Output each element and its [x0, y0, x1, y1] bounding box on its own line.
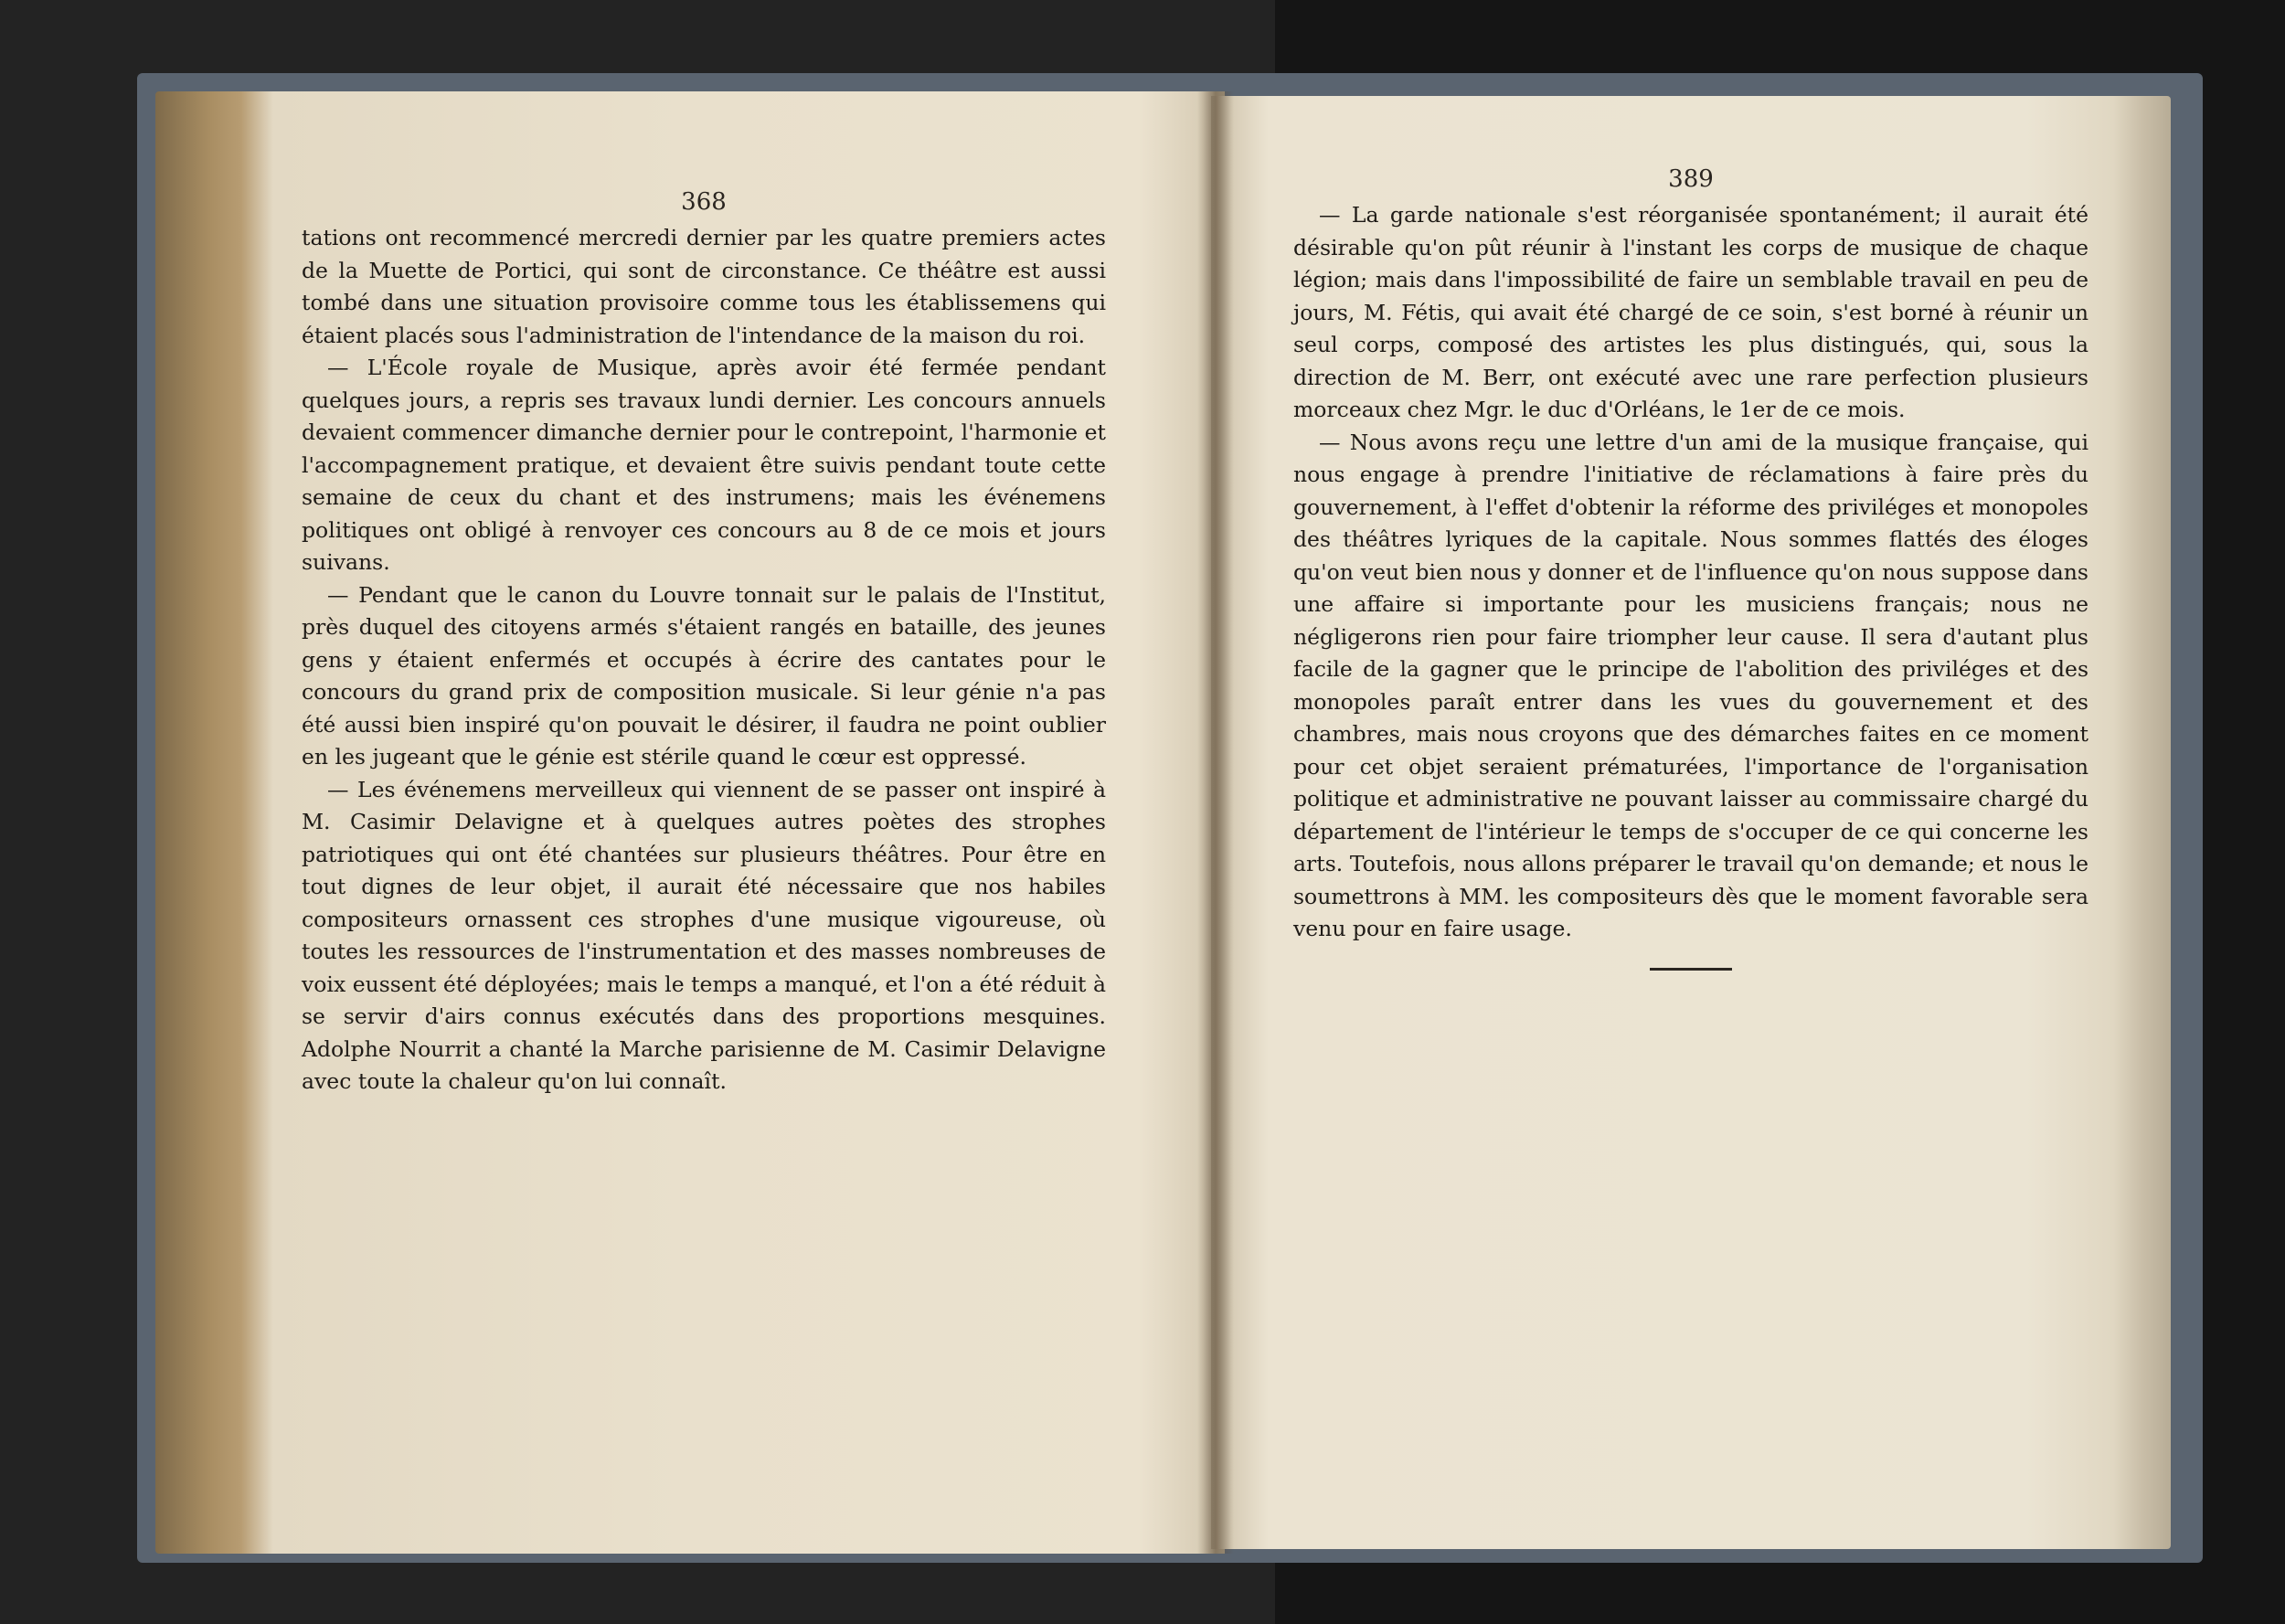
- left-paragraph-4: — Les événemens merveilleux qui viennent de se passer ont inspiré à M. Casimir Delavigne et à quelques autres poètes des strophes patriotiques qui ont été chantées sur plusieurs théâtres. Pour être en tout dignes de leur objet, il aurait été nécessaire que nos habiles compositeurs ornassent ces strophes d'une musique vigoureuse, où toutes les ressources de l'instrumentation et des masses nombreuses de voix eussent été déployées; mais le temps a manqué, et l'on a été réduit à se servir d'airs connus exécutés dans des proportions mesquines. Adolphe Nourrit a chanté la Marche parisienne de M. Casimir Delavigne avec toute la chaleur qu'on lui connaît.: [302, 776, 1106, 1094]
- left-page-number: 368: [681, 188, 727, 216]
- right-page: [1293, 165, 2088, 971]
- section-rule: [1650, 968, 1732, 971]
- left-paragraph-3: — Pendant que le canon du Louvre tonnait sur le palais de l'Institut, près duquel des citoyens armés s'étaient rangés en bataille, des jeunes gens y étaient enfermés et occupés à écrire des cantates pour le concours du grand prix de composition musicale. Si leur génie n'a pas été aussi bien inspiré qu'on pouvait le désirer, il faudra ne point oublier en les jugeant que le génie est stérile quand le cœur est oppressé.: [302, 581, 1106, 770]
- right-page-number: 389: [1668, 165, 1714, 193]
- right-paragraph-2: — Nous avons reçu une lettre d'un ami de la musique française, qui nous engage à prendre l'initiative de réclamations à faire près du gouvernement, à l'effet d'obtenir la réforme des priviléges et monopoles des théâtres lyriques de la capitale. Nous sommes flattés des éloges qu'on veut bien nous y donner et de l'influence qu'on nous suppose dans une affaire si importante pour les musiciens français; nous ne négligerons rien pour faire triompher leur cause. Il sera d'autant plus facile de la gagner que le principe de l'abolition des priviléges et des monopoles paraît entrer dans les vues du gouvernement et des chambres, mais nous croyons que des démarches faites en ce moment pour cet objet seraient prématurées, l'importance de l'organisation politique et administrative ne pouvant laisser au commissaire chargé du département de l'intérieur le temps de s'occuper de ce qui concerne les arts. Toutefois, nous allons préparer le travail qu'on demande; et nous le soumettrons à MM. les compositeurs dès que le moment favorable sera venu pour en faire usage.: [1293, 429, 2088, 941]
- left-page: [302, 187, 1106, 1099]
- book-gutter: [1197, 91, 1234, 1554]
- left-paragraph-1: tations ont recommencé mercredi dernier par les quatre premiers actes de la Muette de Portici, qui sont de circonstance. Ce théâtre est aussi tombé dans une situation provisoire comme tous les établissemens qui étaient placés sous l'administration de l'intendance de la maison du roi.: [302, 225, 1106, 348]
- right-paragraph-1: — La garde nationale s'est réorganisée spontanément; il aurait été désirable qu'on pût réunir à l'instant les corps de musique de chaque légion; mais dans l'impossibilité de faire un semblable travail en peu de jours, M. Fétis, qui avait été chargé de ce soin, s'est borné à réunir un seul corps, composé des artistes les plus distingués, qui, sous la direction de M. Berr, ont exécuté avec une rare perfection plusieurs morceaux chez Mgr. le duc d'Orléans, le 1er de ce mois.: [1293, 202, 2088, 422]
- left-paragraph-2: — L'École royale de Musique, après avoir été fermée pendant quelques jours, a repris ses travaux lundi dernier. Les concours annuels devaient commencer dimanche dernier pour le contrepoint, l'harmonie et l'accompagnement pratique, et devaient être suivis pendant toute cette semaine de ceux du chant et des instrumens; mais les événemens politiques ont obligé à renvoyer ces concours au 8 de ce mois et jours suivans.: [302, 355, 1106, 575]
